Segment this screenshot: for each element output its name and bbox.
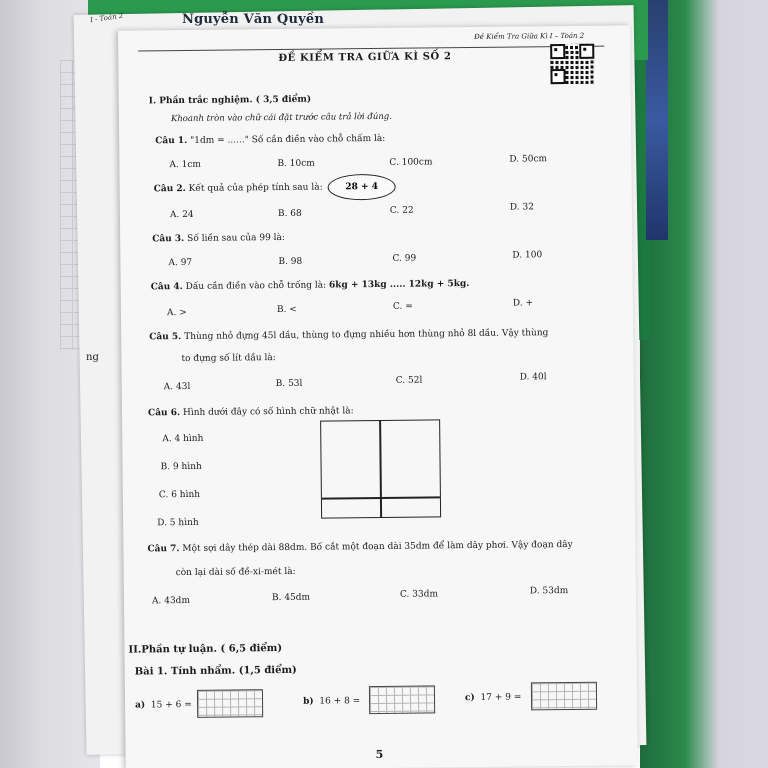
- exam-page: [118, 25, 638, 768]
- q3-option-b[interactable]: B. 98: [278, 256, 303, 268]
- question-5: Câu 5. Thùng nhỏ đựng 45l dầu, thùng to đựng nhiều hơn thùng nhỏ 8l dầu. Vậy thùng: [149, 328, 549, 343]
- exercise-item-c: c) 17 + 9 =: [464, 692, 522, 704]
- blue-book-edge: [646, 0, 668, 240]
- question-7-line2: còn lại dài số đề-xi-mét là:: [175, 566, 296, 579]
- q7-option-b[interactable]: B. 45dm: [271, 592, 311, 604]
- question-4: Câu 4. Dấu cần điền vào chỗ trống là: 6kg + 13kg ..... 12kg + 5kg.: [150, 279, 470, 293]
- answer-box-c[interactable]: [531, 682, 597, 711]
- header-right-text: Đề Kiểm Tra Giữa Kì I – Toán 2: [474, 31, 585, 41]
- left-margin-note: ng: [86, 352, 99, 363]
- expression-cloud: 28 + 4: [328, 174, 396, 201]
- page-number: 5: [375, 747, 384, 762]
- exercise-item-b: b) 16 + 8 =: [302, 696, 361, 707]
- q7-option-d[interactable]: D. 53dm: [529, 585, 569, 597]
- q5-option-c[interactable]: C. 52l: [395, 375, 423, 386]
- answer-box-a[interactable]: [197, 689, 263, 718]
- exercise-item-a: a) 15 + 6 =: [135, 699, 192, 711]
- question-1: Câu 1. "1dm = ......" Số cần điền vào chỗ chấm là:: [155, 133, 386, 147]
- q3-option-c[interactable]: C. 99: [392, 253, 417, 264]
- exercise-1-title: Bài 1. Tính nhẩm. (1,5 điểm): [134, 664, 297, 678]
- q7-option-c[interactable]: C. 33dm: [399, 589, 439, 600]
- q6-option-d[interactable]: D. 5 hình: [157, 517, 199, 529]
- q4-option-c[interactable]: C. =: [392, 301, 413, 312]
- question-5-line2: to đựng số lít dầu là:: [181, 353, 276, 365]
- q4-option-d[interactable]: D. +: [512, 298, 534, 309]
- part2-heading: II.Phần tự luận. ( 6,5 điểm): [128, 642, 283, 656]
- question-6: Câu 6. Hình dưới đây có số hình chữ nhật là:: [147, 406, 354, 419]
- q2-option-b[interactable]: B. 68: [277, 208, 302, 220]
- header-rule: [138, 46, 604, 52]
- question-3: Câu 3. Số liền sau của 99 là:: [152, 232, 285, 245]
- q5-option-d[interactable]: D. 40l: [519, 372, 547, 383]
- q2-option-d[interactable]: D. 32: [509, 202, 535, 213]
- q2-option-c[interactable]: C. 22: [389, 205, 414, 216]
- q4-option-a[interactable]: A. >: [166, 307, 187, 319]
- q5-option-a[interactable]: A. 43l: [163, 381, 191, 393]
- q6-option-c[interactable]: C. 6 hình: [158, 489, 201, 501]
- q1-option-c[interactable]: C. 100cm: [389, 157, 433, 168]
- q6-option-a[interactable]: A. 4 hình: [162, 433, 204, 445]
- q1-option-d[interactable]: D. 50cm: [509, 154, 548, 165]
- q7-option-a[interactable]: A. 43dm: [151, 595, 191, 607]
- part1-instruction: Khoanh tròn vào chữ cái đặt trước câu trả lời đúng.: [170, 111, 392, 125]
- q1-option-b[interactable]: B. 10cm: [277, 158, 315, 170]
- figure-vertical-line: [379, 421, 382, 517]
- part1-heading: I. Phần trắc nghiệm. ( 3,5 điểm): [148, 94, 312, 107]
- rectangle-figure: [320, 419, 441, 518]
- q3-option-a[interactable]: A. 97: [168, 257, 193, 269]
- q4-option-b[interactable]: B. <: [276, 304, 297, 316]
- q5-option-b[interactable]: B. 53l: [275, 378, 303, 390]
- question-7: Câu 7. Một sợi dây thép dài 88dm. Bố cắt một đoạn dài 35dm để làm dây phơi. Vậy đoạn dây: [147, 539, 573, 555]
- q6-option-b[interactable]: B. 9 hình: [160, 461, 202, 473]
- question-2: Câu 2. Kết quả của phép tính sau là:: [153, 182, 323, 195]
- back-page-tab: I - Toán 2: [89, 11, 124, 25]
- author-name: Nguyễn Văn Quyền: [182, 12, 324, 27]
- exam-title: ĐỀ KIỂM TRA GIỮA KÌ SỐ 2: [278, 51, 452, 65]
- qr-code-icon: [550, 44, 594, 84]
- q1-option-a[interactable]: A. 1cm: [169, 159, 202, 171]
- q2-option-a[interactable]: A. 24: [169, 209, 194, 221]
- answer-box-b[interactable]: [369, 685, 435, 714]
- q3-option-d[interactable]: D. 100: [512, 250, 543, 261]
